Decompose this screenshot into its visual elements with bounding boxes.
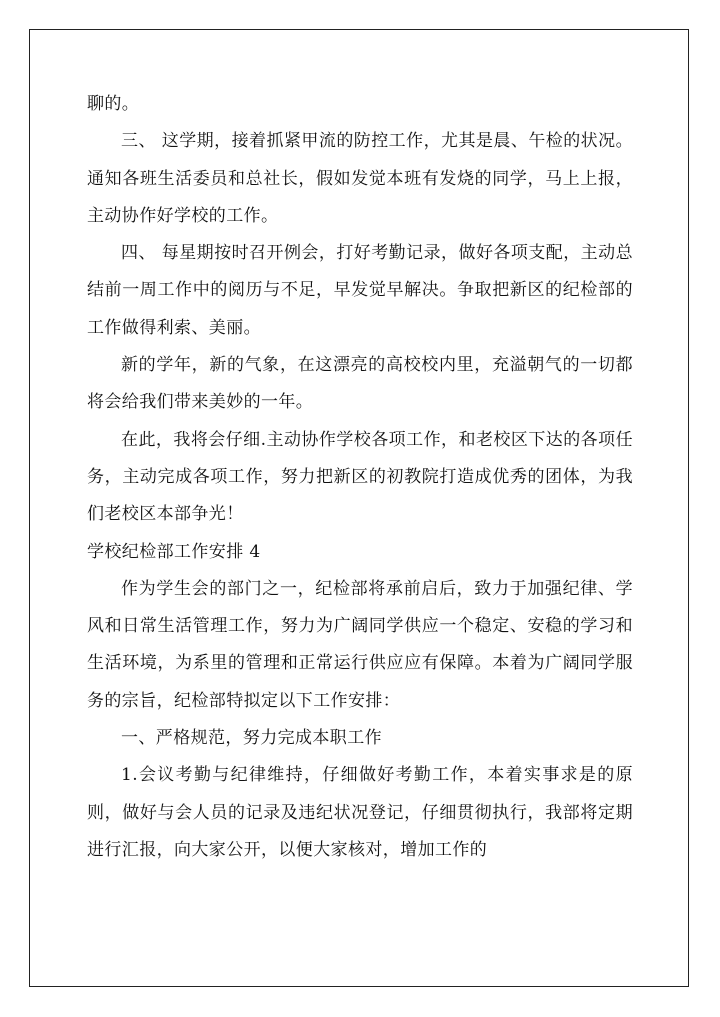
paragraph-meeting-attendance: 1.会议考勤与纪律维持，仔细做好考勤工作，本着实事求是的原则，做好与会人员的记录及违纪状况登记，仔细贯彻执行，我部将定期进行汇报，向大家公开，以便大家核对，增加工作的: [87, 765, 633, 860]
paragraph-continuation: 聊的。: [87, 94, 140, 114]
paragraph-subheading: 一、严格规范，努力完成本职工作: [121, 728, 382, 749]
paragraph-item-four: 四、 每星期按时召开例会，打好考勤记录，做好各项支配，主动总结前一周工作中的阅历与不足，早发觉早解决。争取把新区的纪检部的工作做得利索、美丽。: [87, 243, 633, 338]
paragraph-conclusion: 在此，我将会仔细.主动协作学校各项工作，和老校区下达的各项任务，主动完成各项工作，努力把新区的初教院打造成优秀的团体，为我们老校区本部争光！: [87, 429, 633, 525]
section-heading: 学校纪检部工作安排 4: [87, 541, 261, 562]
paragraph-new-year: 新的学年，新的气象，在这漂亮的高校校内里，充溢朝气的一切都将会给我们带来美妙的一年。: [87, 355, 633, 413]
paragraph-intro: 作为学生会的部门之一，纪检部将承前启后，致力于加强纪律、学风和日常生活管理工作，努力为广阔同学供应一个稳定、安稳的学习和生活环境，为系里的管理和正常运行供应应有保障。本着为广阔同学服务的宗旨，纪检部特拟定以下工作安排：: [87, 578, 633, 711]
paragraph-item-three: 三、 这学期，接着抓紧甲流的防控工作，尤其是晨、午检的状况。通知各班生活委员和总社长，假如发觉本班有发烧的同学，马上上报，主动协作好学校的工作。: [87, 131, 633, 226]
document-body: [87, 86, 633, 869]
